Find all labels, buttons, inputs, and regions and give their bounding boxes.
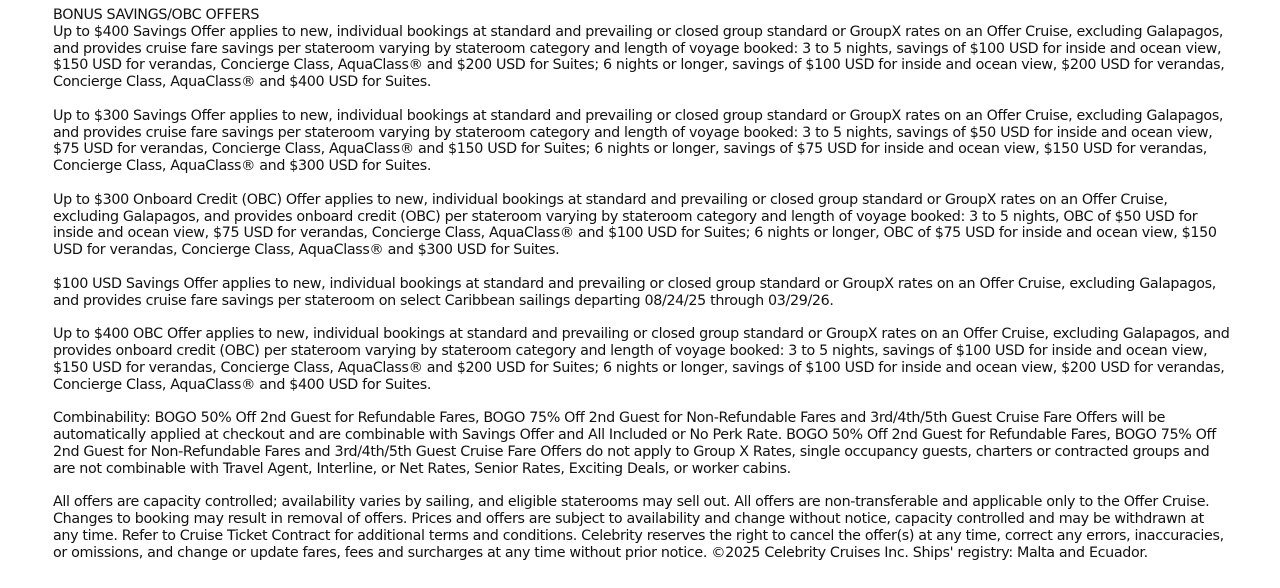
terms-section [53, 7, 1231, 561]
general-terms-paragraph: All offers are capacity controlled; availability varies by sailing, and eligible staterooms may sell out. All offers are non-transferable and applicable only to the Offer Cruise. Changes to booking may result in removal of offers. Prices and offers are subject to availability and change without notice, capacity controlled and may be withdrawn at any time. Refer to Cruise Ticket Contract for additional terms and conditions. Celebrity reserves the right to cancel the offer(s) at any time, correct any errors, inaccuracies, or omissions, and change or update fares, fees and surcharges at any time without prior notice. ©2025 Celebrity Cruises Inc. Ships' registry: Malta and Ecuador. [53, 494, 1224, 561]
section-heading: BONUS SAVINGS/OBC OFFERS [53, 7, 260, 23]
offer-400-savings-paragraph: Up to $400 Savings Offer applies to new, individual bookings at standard and prevailing or closed group standard or GroupX rates on an Offer Cruise, excluding Galapagos, and provides cruise fare savings per stateroom varying by stateroom category and length of voyage booked: 3 to 5 nights, savings of $100 USD for inside and ocean view, $150 USD for verandas, Concierge Class, AquaClass® and $200 USD for Suites; 6 nights or longer, savings of $100 USD for inside and ocean view, $200 USD for verandas, Concierge Class, AquaClass® and $400 USD for Suites. [53, 23, 1225, 91]
offer-400-obc-paragraph: Up to $400 OBC Offer applies to new, individual bookings at standard and prevailing or closed group standard or GroupX rates on an Offer Cruise, excluding Galapagos, and provides onboard credit (OBC) per stateroom varying by stateroom category and length of voyage booked: 3 to 5 nights, savings of $100 USD for inside and ocean view, $150 USD for verandas, Concierge Class, AquaClass® and $200 USD for Suites; 6 nights or longer, savings of $100 USD for inside and ocean view, $200 USD for verandas, Concierge Class, AquaClass® and $400 USD for Suites. [53, 326, 1230, 393]
offer-300-obc-paragraph: Up to $300 Onboard Credit (OBC) Offer applies to new, individual bookings at standard and prevailing or closed group standard or GroupX rates on an Offer Cruise, excluding Galapagos, and provides onboard credit (OBC) per stateroom varying by stateroom category and length of voyage booked: 3 to 5 nights, OBC of $50 USD for inside and ocean view, $75 USD for verandas, Concierge Class, AquaClass® and $100 USD for Suites; 6 nights or longer, OBC of $75 USD for inside and ocean view, $150 USD for verandas, Concierge Class, AquaClass® and $300 USD for Suites. [53, 191, 1217, 259]
offer-300-savings-paragraph: Up to $300 Savings Offer applies to new, individual bookings at standard and prevailing or closed group standard or GroupX rates on an Offer Cruise, excluding Galapagos, and provides cruise fare savings per stateroom varying by stateroom category and length of voyage booked: 3 to 5 nights, savings of $50 USD for inside and ocean view, $75 USD for verandas, Concierge Class, AquaClass® and $150 USD for Suites; 6 nights or longer, savings of $75 USD for inside and ocean view, $150 USD for verandas, Concierge Class, AquaClass® and $300 USD for Suites. [53, 107, 1224, 175]
combinability-paragraph: Combinability: BOGO 50% Off 2nd Guest for Refundable Fares, BOGO 75% Off 2nd Guest for Non-Refundable Fares and 3rd/4th/5th Guest Cruise Fare Offers will be automatically applied at checkout and are combinable with Savings Offer and All Included or No Perk Rate. BOGO 50% Off 2nd Guest for Refundable Fares, BOGO 75% Off 2nd Guest for Non-Refundable Fares and 3rd/4th/5th Guest Cruise Fare Offers do not apply to Group X Rates, single occupancy guests, charters or contracted groups and are not combinable with Travel Agent, Interline, or Net Rates, Senior Rates, Exciting Deals, or worker cabins. [53, 410, 1216, 477]
offer-100-savings-paragraph: $100 USD Savings Offer applies to new, individual bookings at standard and prevailing or closed group standard or GroupX rates on an Offer Cruise, excluding Galapagos, and provides cruise fare savings per stateroom on select Caribbean sailings departing 08/24/25 through 03/29/26. [53, 275, 1216, 309]
